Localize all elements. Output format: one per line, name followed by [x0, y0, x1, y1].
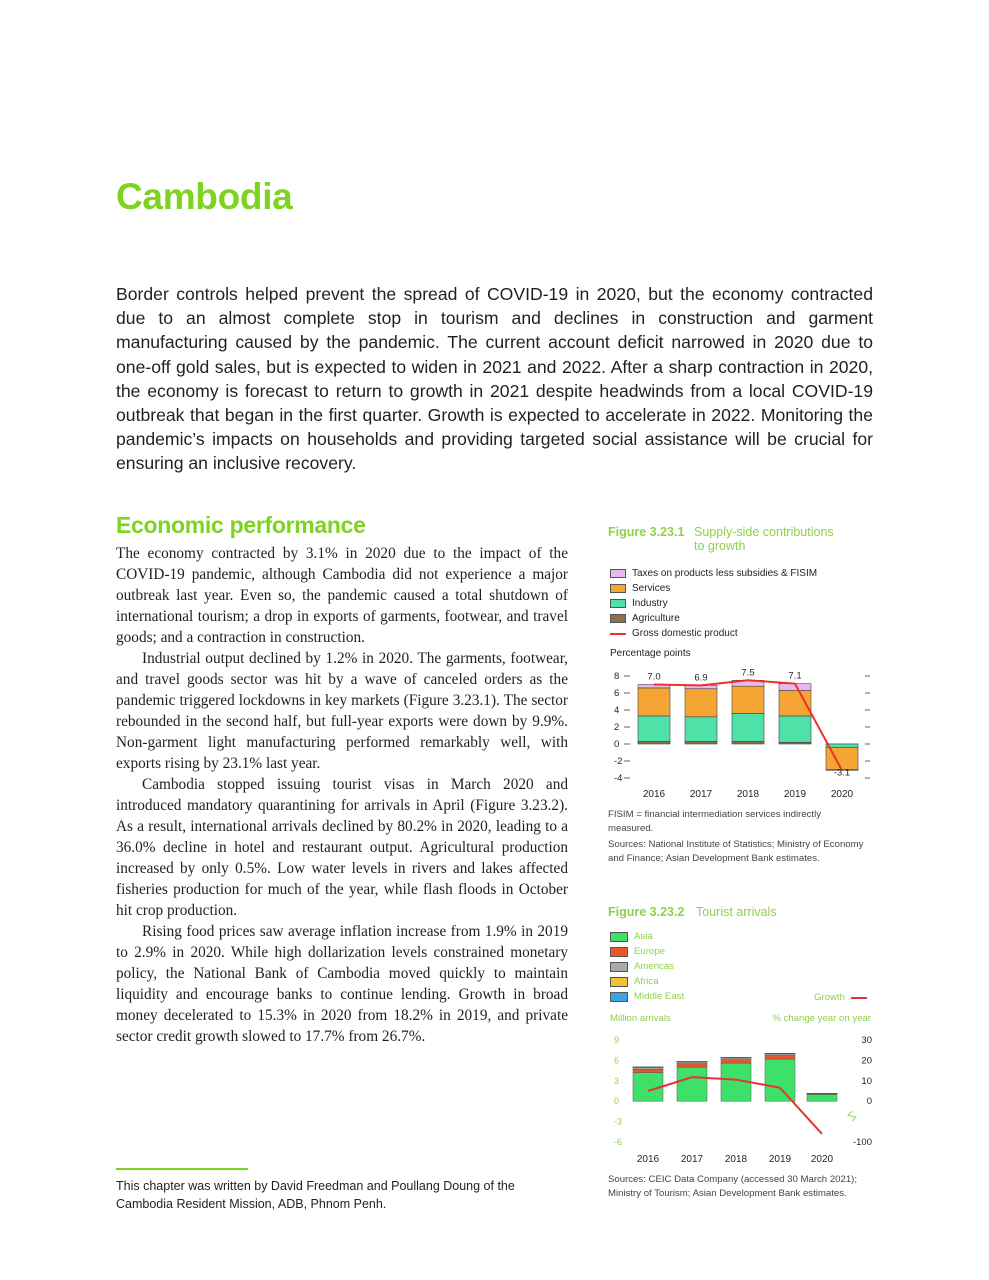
- bar-segment: [677, 1067, 707, 1101]
- bar-segment: [807, 1093, 837, 1094]
- legend-item: [610, 566, 817, 581]
- paragraph: Rising food prices saw average inflation increase from 1.9% in 2019 to 2.9% in 2020. While high dollarization levels constrained monetary policy, the National Bank of Cambodia moved quickly to maintain liquidity and encourage banks to continue lending. Growth in broad money decelerated to 15.3% in 2020 from 18.2% in 2019, and private sector credit growth slowed to 17.7% from 26.7%.: [116, 923, 568, 1045]
- bar-segment: [721, 1057, 751, 1058]
- bar-segment: [685, 689, 717, 717]
- bar-segment: [765, 1059, 795, 1101]
- legend-label: Europe: [634, 946, 665, 957]
- figure1-sources: Sources: National Institute of Statistics; Ministry of Economy and Finance; Asian Development Bank estimates.: [608, 839, 864, 864]
- legend-line: [610, 633, 626, 635]
- figure1-title-line2: to growth: [694, 539, 746, 553]
- y2-tick-label: 30: [861, 1035, 872, 1046]
- legend-swatch: [610, 962, 628, 972]
- figure2-title: [608, 905, 777, 919]
- growth-legend-label: Growth: [814, 992, 845, 1003]
- bar-segment: [633, 1069, 663, 1072]
- figure1-chart: [600, 664, 880, 804]
- bar-segment: [677, 1061, 707, 1062]
- legend-swatch: [610, 584, 626, 593]
- figure2-sources: Sources: CEIC Data Company (accessed 30 March 2021); Ministry of Tourism; Asian Development Bank estimates.: [608, 1174, 858, 1199]
- legend-label: Gross domestic product: [632, 628, 738, 639]
- y-tick-label: 6: [614, 1055, 620, 1066]
- bar-segment: [732, 741, 764, 744]
- legend-item: [610, 596, 817, 611]
- paragraph: The economy contracted by 3.1% in 2020 due to the impact of the COVID-19 pandemic, although Cambodia did not experience a major outbreak last year. Even so, the pandemic caused a total shutdown of international tourism; a drop in exports of garments, footwear, and travel goods; and a contraction in construction.: [116, 545, 568, 646]
- body-text: [116, 543, 568, 1047]
- legend-item: [610, 626, 817, 641]
- bar-segment: [685, 741, 717, 744]
- legend-item: [610, 974, 684, 989]
- y-tick-label: 2: [614, 722, 620, 733]
- y2-tick-label: 10: [861, 1075, 872, 1087]
- legend-label: Industry: [632, 598, 668, 609]
- paragraph: Industrial output declined by 1.2% in 2020. The garments, footwear, and travel goods sector was hit by a wave of canceled orders as the pandemic triggered lockdowns in key markets (Figure 3.23.1). The sector rebounded in the second half, but full-year exports were down by 9.9%. Non-garment light manufacturing performed remarkably well, with exports rising by 23.1% last year.: [116, 650, 568, 772]
- data-label: 7.0: [647, 671, 661, 683]
- legend-label: Americas: [634, 961, 674, 972]
- x-tick-label: 2018: [724, 1154, 748, 1165]
- page-title: Cambodia: [116, 176, 293, 217]
- bar-segment: [638, 716, 670, 742]
- bar-segment: [826, 744, 858, 747]
- data-label: -3.1: [833, 767, 851, 779]
- figure1-note: FISIM = financial intermediation services indirectly measured.: [608, 809, 822, 834]
- legend-item: [610, 944, 684, 959]
- y2-tick-label: -100: [852, 1137, 872, 1148]
- x-tick-label: 2018: [736, 789, 760, 800]
- figure1-legend: [610, 566, 817, 641]
- summary-paragraph: Border controls helped prevent the spread of COVID-19 in 2020, but the economy contracted due to an almost complete stop in tourism and declines in construction and garment manufacturing caused by the pandemic. The current account deficit narrowed in 2020 due to one-off gold sales, but is expected to widen in 2021 and 2022. After a sharp contraction in 2020, the economy is forecast to return to growth in 2021 despite headwinds from a local COVID-19 outbreak that began in the first quarter. Growth is expected to accelerate in 2022. Monitoring the pandemic’s impacts on households and providing targeted social assistance will be crucial for ensuring an inclusive recovery.: [116, 284, 873, 474]
- data-label: 7.5: [741, 667, 755, 679]
- legend-label: Middle East: [634, 991, 685, 1002]
- legend-label: Agriculture: [632, 613, 680, 624]
- bar-segment: [638, 688, 670, 716]
- x-tick-label: 2019: [783, 789, 807, 800]
- legend-swatch: [610, 614, 626, 623]
- bar-segment: [685, 717, 717, 742]
- figure2-legend: [610, 929, 684, 1004]
- x-tick-label: 2017: [689, 789, 713, 800]
- x-tick-label: 2020: [830, 789, 854, 800]
- bar-segment: [765, 1056, 795, 1059]
- x-tick-label: 2017: [680, 1154, 704, 1165]
- y-tick-label: -4: [614, 773, 623, 784]
- paragraph: Cambodia stopped issuing tourist visas in March 2020 and introduced mandatory quarantining for arrivals in April (Figure 3.23.2). As a result, international arrivals declined by 80.2% in 2020, leading to a 36.0% decline in hotel and restaurant output. Agricultural production increased by only 0.5%. Low water levels in rivers and lakes affected fisheries production for much of the year, while flash floods in October hit crop production.: [116, 776, 568, 919]
- legend-swatch: [610, 932, 628, 942]
- figure1-title: [608, 525, 868, 553]
- y-tick-label: -6: [614, 1137, 623, 1147]
- legend-item: [610, 959, 684, 974]
- footnote: This chapter was written by David Freedman and Poullang Doung of the Cambodia Resident Mission, ADB, Phnom Penh.: [116, 1179, 515, 1211]
- legend-item: [610, 929, 684, 944]
- figure2-right-unit: % change year on year: [772, 1013, 871, 1024]
- figure2-chart: [600, 1030, 880, 1170]
- y-tick-label: 3: [614, 1075, 620, 1086]
- y-tick-label: 8: [614, 671, 620, 682]
- legend-label: Services: [632, 583, 671, 594]
- legend-item: [610, 581, 817, 596]
- growth-legend-line: [851, 997, 867, 999]
- figure1-label: Figure 3.23.1: [608, 525, 685, 539]
- bar-segment: [638, 741, 670, 744]
- x-tick-label: 2016: [642, 789, 666, 800]
- y-tick-label: 0: [614, 1096, 620, 1107]
- figure1-title-line1: Supply-side contributions: [694, 525, 834, 539]
- bar-segment: [677, 1064, 707, 1067]
- legend-swatch: [610, 977, 628, 987]
- legend-swatch: [610, 569, 626, 578]
- bar-segment: [765, 1053, 795, 1054]
- y-tick-label: -3: [614, 1116, 623, 1127]
- bar-segment: [779, 716, 811, 742]
- legend-item: [610, 611, 817, 626]
- data-label: 6.9: [694, 672, 708, 684]
- section-heading: Economic performance: [116, 512, 366, 538]
- axis-break-icon: [848, 1111, 856, 1121]
- legend-swatch: [610, 599, 626, 608]
- bar-segment: [807, 1094, 837, 1101]
- data-label: 7.1: [788, 670, 802, 682]
- legend-swatch: [610, 947, 628, 957]
- bar-segment: [633, 1067, 663, 1068]
- legend-item: [610, 989, 684, 1004]
- x-tick-label: 2016: [636, 1154, 660, 1165]
- footnote-rule: [116, 1168, 248, 1170]
- x-tick-label: 2019: [768, 1154, 792, 1165]
- figure2-growth-legend: [814, 992, 867, 1003]
- bar-segment: [732, 713, 764, 741]
- x-tick-label: 2020: [810, 1154, 834, 1165]
- y-tick-label: 0: [614, 739, 620, 750]
- y-tick-label: 4: [614, 705, 620, 716]
- y2-tick-label: 20: [861, 1055, 872, 1067]
- figure1-y-unit: Percentage points: [610, 648, 691, 659]
- bar-segment: [721, 1060, 751, 1063]
- y-tick-label: 6: [614, 688, 620, 699]
- figure2-left-unit: Million arrivals: [610, 1013, 671, 1024]
- figure2-title-text: Tourist arrivals: [696, 905, 777, 919]
- legend-label: Asia: [634, 931, 653, 942]
- legend-label: Taxes on products less subsidies & FISIM: [632, 568, 818, 579]
- y2-tick-label: 0: [866, 1096, 872, 1108]
- y-tick-label: 9: [614, 1035, 620, 1045]
- y-tick-label: -2: [614, 756, 623, 767]
- bar-segment: [732, 686, 764, 713]
- figure2-label: Figure 3.23.2: [608, 905, 685, 919]
- legend-swatch: [610, 992, 628, 1002]
- legend-label: Africa: [634, 976, 659, 987]
